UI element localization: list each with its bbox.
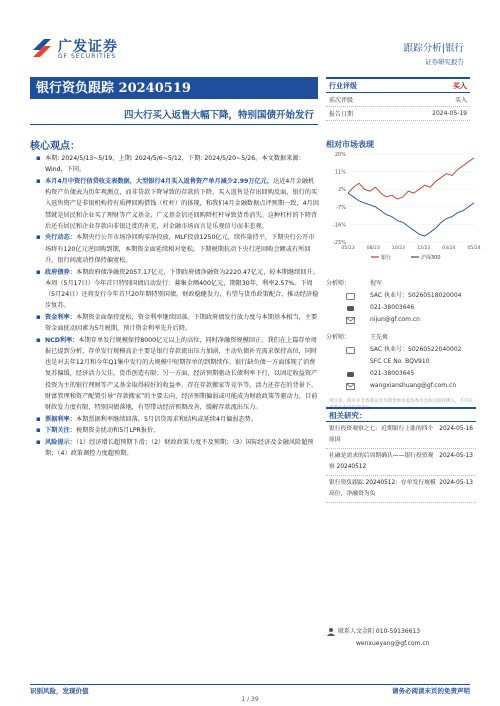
bullet-lead: 本月4月中资行信贷收支表数据，大型银行4月买入返售资产单月减少2.99万亿元， bbox=[45, 177, 274, 185]
bullet-text: 达近4月金融机构资产负债表为历年观测点，而非贷款下降导致的存款的下降，买入返售是存出回购反面，银行的买入返售资产是非银机构持有质押回购借钱（杠杆）的体现，和我们4月金融数据点评预期一致，4月因禁就是居民和企业买了理财等产义基金，广义基金信还回购降杠杆导致货币消失。这种杠杆的下降背后还有居民和企业存款向非银迁徙的补充，对金融市场而言是乐观信号而非悲观。 bbox=[45, 177, 319, 230]
bullet-item bbox=[36, 312, 320, 334]
email-icon bbox=[346, 316, 355, 325]
market-performance-chart bbox=[326, 150, 481, 262]
rating-value: 买入 bbox=[453, 81, 467, 90]
series-line bbox=[348, 193, 474, 236]
phone-icon bbox=[346, 370, 355, 379]
analyst-sfc-row bbox=[326, 356, 476, 368]
rating-row-value: 买入 bbox=[454, 97, 467, 104]
analyst-email[interactable]: wangxianshuang@gf.com.cn bbox=[370, 382, 457, 389]
related-research-title: 相关研究： bbox=[326, 407, 476, 422]
bullet-lead: 政府债券： bbox=[45, 268, 76, 276]
x-tick-label: 05/23 bbox=[341, 246, 355, 251]
rating-row-label: 前次评级 bbox=[329, 97, 354, 104]
x-tick-label: 03/24 bbox=[442, 246, 456, 251]
analyst-name-row bbox=[326, 278, 476, 290]
series-line bbox=[348, 158, 474, 199]
bullet-item bbox=[36, 153, 320, 175]
related-item-title: 银行资负跟踪 20240512：存单发行规模高位，净融资为负 bbox=[329, 480, 436, 497]
related-item-date: 2024-05-13 bbox=[439, 480, 473, 486]
analyst-name: 王先爽 bbox=[370, 334, 389, 341]
footer-slogan: 识别风险，发现价值 bbox=[30, 687, 89, 695]
bullet-text: 本期票据利率继续回落，5月信贷需求和结构或延续4月偏弱态势。 bbox=[75, 415, 258, 423]
page-number: 1 / 39 bbox=[241, 696, 259, 703]
legend-label: 沪深300 bbox=[421, 255, 441, 261]
footer-rule bbox=[30, 684, 470, 685]
company-logo bbox=[30, 34, 130, 64]
analyst-phone: 021-38003646 bbox=[370, 304, 415, 311]
bullet-item bbox=[36, 267, 320, 312]
contact-email-row bbox=[326, 638, 476, 650]
related-research bbox=[326, 407, 476, 503]
report-subtitle-bar bbox=[30, 103, 318, 125]
bullet-lead: 央行动态： bbox=[45, 234, 76, 242]
bullet-lead: NCD利率： bbox=[45, 336, 79, 344]
rating-label: 行业评级 bbox=[329, 81, 357, 90]
bullet-item bbox=[36, 425, 320, 436]
x-tick-label: 05/24 bbox=[467, 246, 481, 251]
bullet-lead: 风险提示： bbox=[45, 439, 76, 447]
rating-box bbox=[326, 77, 470, 121]
report-sub: 证券研究报告 bbox=[425, 58, 464, 66]
rating-row-value: 2024-05-19 bbox=[432, 110, 467, 117]
related-item-title: 银行投资观察之七：近期银行上涨的四个原因 bbox=[329, 426, 434, 443]
related-item[interactable] bbox=[326, 449, 476, 476]
core-points-title: 核心观点： bbox=[30, 141, 80, 152]
contact-row bbox=[326, 626, 476, 638]
contact-block bbox=[326, 626, 476, 650]
related-item-title: 社融是需求的后周期确认——银行投资观察 20240512 bbox=[329, 453, 434, 470]
bullet-item bbox=[36, 437, 320, 459]
bullet-item bbox=[36, 414, 320, 425]
analyst-email[interactable]: nijun@gf.com.cn bbox=[370, 316, 420, 323]
logo-cn: 广发证券 bbox=[58, 39, 118, 55]
bullet-item bbox=[36, 232, 320, 266]
bullet-text: 本期存单发行规模保持8000亿元以上的高位，同时净融资规模回正。我们在上篇存单周报已提到分析，存单发行规模高企主要是银行存款流出压力加剧，主动负债补充需求保持高位，同时也是对去年12月和今年Q1集中发行的大规模中短期存单的到期续作。银行缺负债一方面体现了消费复苏偏缓，经济活力欠佳，货币创造有限；另一方面，经济预期驱动长债利率下行，以固定收益资产投资为主的银行理财等产义基金取得较好的收益率，存在存款搬家等竞争等，活力还存在的背景下，财富管理和资产配置引导“存款搬家”的主要去向，经济预期偏弱或可能成为财政政策等驱动力，目前财政发力度有限，特别国债落地，有望带动经济预期改善，缓解存款流出压力。 bbox=[45, 336, 318, 411]
analyst-email-row bbox=[326, 380, 476, 392]
id-card-icon bbox=[346, 292, 355, 301]
bullet-text: 本期央行公开市场净回购零净投放，MLF投放1250亿元，续作量持平，下期央行公开市场将有120亿元逆回购到期，本期资金面延续相对宽松。下期税期抗动下央行逆回购会额或有所回升，银行间流动性保持偏宽松。 bbox=[45, 234, 315, 264]
bullet-text: 税期资金扰动和5月LPR报价。 bbox=[75, 427, 160, 435]
report-type: 跟踪分析|银行 bbox=[403, 43, 464, 54]
analyst-disclaimer: 请注意，倪军并非香港证券及期货事务监察委员会的注册持牌人，不可在香港从事受监管活动。 bbox=[329, 399, 473, 411]
analyst-sac-row bbox=[326, 344, 476, 356]
email-icon bbox=[346, 382, 355, 391]
report-title: 银行资负跟踪 20240519 bbox=[36, 81, 191, 96]
bullet-lead: 下期关注： bbox=[45, 427, 76, 435]
analyst-email-row bbox=[326, 314, 476, 326]
bullet-item bbox=[36, 176, 320, 232]
related-item-date: 2024-05-13 bbox=[439, 453, 473, 459]
bullet-lead: 资金利率： bbox=[45, 313, 76, 321]
contact-value: 文金阳 010-59136613 bbox=[356, 628, 421, 635]
rating-row-label: 报告日期 bbox=[329, 111, 354, 118]
contact-email[interactable]: wenxueyang@gf.com.cn bbox=[356, 640, 430, 647]
rating-row bbox=[326, 93, 470, 107]
bullet-item bbox=[36, 335, 320, 413]
analyst-phone: 021-38003645 bbox=[370, 370, 415, 377]
contact-label: 联系人： bbox=[338, 628, 363, 635]
footer-disclaimer-link[interactable]: 请务必阅读末页的免责声明 bbox=[392, 687, 470, 695]
phone-icon bbox=[346, 304, 355, 313]
related-item[interactable] bbox=[326, 422, 476, 449]
bullet-text: 本期资金面保持宽松，资金利率继续回落。下期政府债发行放力度与本期基本相当，主要资金面扰动因素为5月税期，预计资金利率先升后降。 bbox=[45, 313, 318, 333]
gf-logo-icon bbox=[30, 36, 54, 60]
y-tick-label: 20% bbox=[334, 152, 346, 158]
bullet-text: （1）经济增长超预期下滑；（2）财政政策力度不及预期；（3）国际经济及金融风险超预期；（4）政策调控力度超预期。 bbox=[45, 439, 314, 458]
x-tick-label: 08/23 bbox=[366, 246, 380, 251]
analyst-phone-row bbox=[326, 302, 476, 314]
report-subtitle: 四大行买入返售大幅下降，特别国债开始发行 bbox=[123, 110, 314, 121]
analyst-sac-row bbox=[326, 290, 476, 302]
logo-en: GF SECURITIES bbox=[58, 53, 117, 60]
analyst-name: 倪军 bbox=[370, 280, 383, 287]
y-tick-label: -7% bbox=[336, 204, 346, 211]
analyst-name-row bbox=[326, 332, 476, 344]
market-chart-title: 相对市场表现 bbox=[326, 140, 374, 149]
related-item[interactable] bbox=[326, 476, 476, 503]
y-tick-label: 2% bbox=[338, 187, 346, 194]
analysts-block bbox=[326, 278, 476, 412]
analyst-phone-row bbox=[326, 368, 476, 380]
report-title-bar bbox=[30, 77, 318, 99]
analyst-role: 分析师： bbox=[326, 334, 351, 341]
rating-head bbox=[326, 77, 470, 93]
y-tick-label: -25% bbox=[333, 240, 346, 246]
related-item-date: 2024-05-16 bbox=[439, 426, 473, 432]
analyst-sac: SAC 执业号：S0260518020004 bbox=[370, 292, 462, 299]
analyst-sac: SAC 执业号：S0260522040002 bbox=[370, 346, 462, 353]
y-tick-label: -16% bbox=[333, 222, 346, 229]
report-category bbox=[404, 40, 464, 66]
person-icon bbox=[326, 627, 336, 637]
rating-row bbox=[326, 107, 470, 121]
bullet-text: 本期: 2024/5/13~5/19，上期: 2024/5/6~5/12，下期: 2024/5/20~5/26。本文数据来源：Wind，下同。 bbox=[45, 155, 305, 174]
core-points-list bbox=[36, 153, 320, 460]
x-tick-label: 10/23 bbox=[391, 246, 406, 251]
bullet-lead: 票据利率： bbox=[45, 415, 76, 423]
bullet-text: 本期政府债净融资2057.17亿元，下期政府债净融资为2220.47亿元，较本期继续回升。本周（5月17日）今年首只特别国债启动发行：募集金额400亿元，期限30年，利率2.57%。下周（5月24日）还将发行今年首只20年期特别国债。财政稳健发力，有望与货币政策配合，推动经济稳步复苏。 bbox=[45, 268, 319, 310]
x-tick-label: 12/23 bbox=[416, 246, 431, 251]
analyst-role: 分析师： bbox=[326, 280, 351, 287]
analyst-sfc: SFC CE No. BQV910 bbox=[370, 358, 430, 365]
y-tick-label: 11% bbox=[334, 169, 346, 176]
id-card-icon bbox=[346, 346, 355, 355]
legend-label: 银行 bbox=[381, 255, 392, 261]
